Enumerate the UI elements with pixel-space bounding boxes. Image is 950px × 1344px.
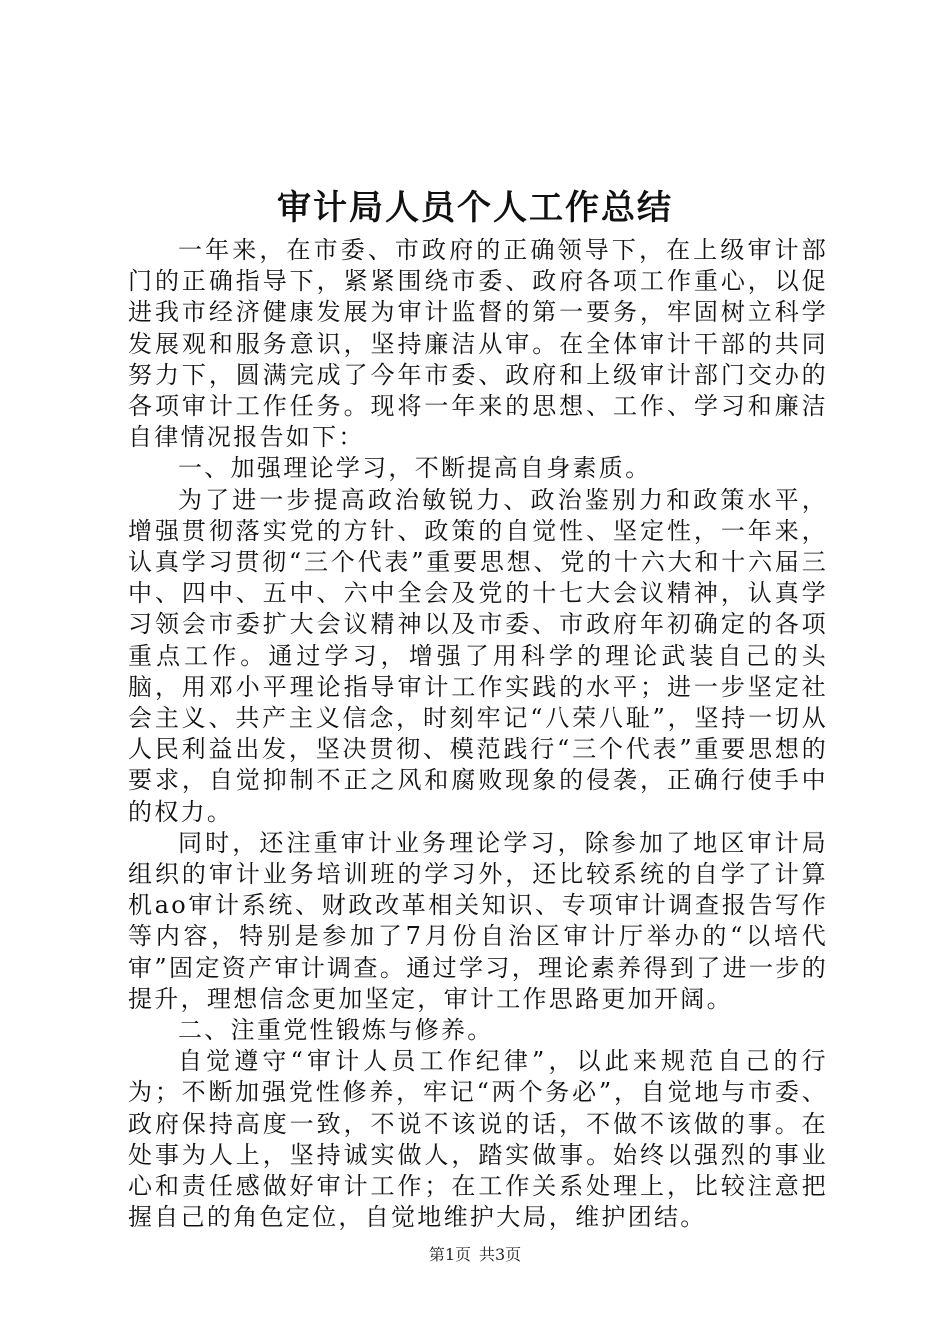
section-heading-1: 一、加强理论学习，不断提高自身素质。 [178, 454, 652, 483]
paragraph-party-discipline: 自觉遵守“审计人员工作纪律”，以此来规范自己的行为；不断加强党性修养，牢记“两个务必”，自觉地与市委、政府保持高度一致，不说不该说的话，不做不该做的事。在处事为人上，坚持诚实做人，踏实做事。始终以强烈的事业心和责任感做好审计工作；在工作关系处理上，比较注意把握自己的角色定位，自觉地维护大局，维护团结。 [128, 1047, 828, 1232]
paragraph-business-study: 同时，还注重审计业务理论学习，除参加了地区审计局组织的审计业务培训班的学习外，还比较系统的自学了计算机ao审计系统、财政改革相关知识、专项审计调查报告写作等内容，特别是参加了7月份自治区审计厅举办的“以培代审”固定资产审计调查。通过学习，理论素养得到了进一步的提升，理想信念更加坚定，审计工作思路更加开阔。 [128, 828, 828, 1013]
page-total: 共3页 [479, 1245, 522, 1264]
document-body [128, 235, 828, 1234]
section-heading-2: 二、注重党性锻炼与修养。 [178, 1016, 494, 1045]
paragraph-theory-study: 为了进一步提高政治敏锐力、政治鉴别力和政策水平，增强贯彻落实党的方针、政策的自觉性、坚定性，一年来，认真学习贯彻“三个代表”重要思想、党的十六大和十六届三中、四中、五中、六中全会及党的十七大会议精神，认真学习领会市委扩大会议精神以及市委、市政府年初确定的各项重点工作。通过学习，增强了用科学的理论武装自己的头脑，用邓小平理论指导审计工作实践的水平；进一步坚定社会主义、共产主义信念，时刻牢记“八荣八耻”，坚持一切从人民利益出发，坚决贯彻、模范践行“三个代表”重要思想的要求，自觉抑制不正之风和腐败现象的侵袭，正确行使手中的权力。 [128, 485, 828, 826]
document-title: 审计局人员个人工作总结 [277, 188, 673, 228]
page-footer [0, 1244, 950, 1266]
page-number: 第1页 [428, 1245, 471, 1264]
paragraph-intro: 一年来，在市委、市政府的正确领导下，在上级审计部门的正确指导下，紧紧围绕市委、政府各项工作重心，以促进我市经济健康发展为审计监督的第一要务，牢固树立科学发展观和服务意识，坚持廉洁从审。在全体审计干部的共同努力下，圆满完成了今年市委、政府和上级审计部门交办的各项审计工作任务。现将一年来的思想、工作、学习和廉洁自律情况报告如下： [128, 236, 828, 452]
